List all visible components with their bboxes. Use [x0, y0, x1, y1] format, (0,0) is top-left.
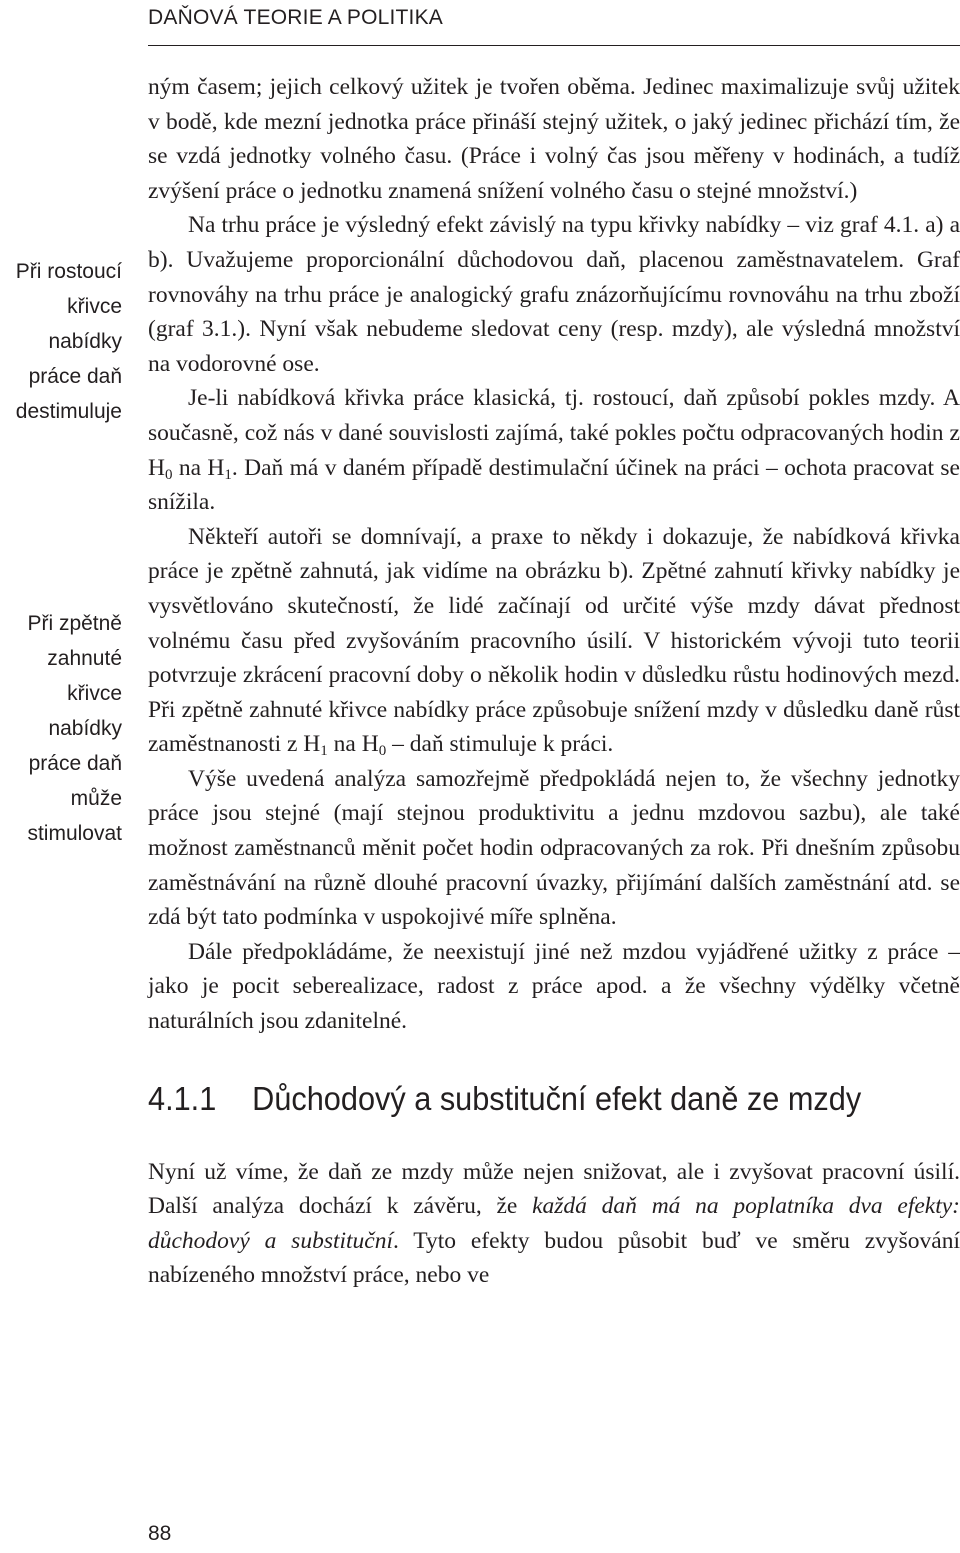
subscript-h0: 0	[378, 743, 387, 760]
paragraph-5: Výše uvedená analýza samozřejmě předpokládá nejen to, že všechny jednotky práce jsou stejné (mají stejnou produktivitu a jednu mzdovou sazbu), ale také možnost zaměstnanců měnit počet hodin odpracovaných za rok. Při dnešním způsobu zaměstnávání na různě dlouhé pracovní úvazky, přijímání dalších zaměstnání atd. se zdá být tato podmínka v uspokojivé míře splněna.	[148, 765, 960, 931]
section-heading	[148, 1077, 903, 1121]
margin-note-backward-curve: Při zpětně zahnuté křivce nabídky práce daň může stimulovat	[27, 612, 122, 845]
paragraph-3	[148, 381, 960, 519]
paragraph-7-part-a: Nyní už víme, že daň ze mzdy může nejen snižovat, ale i zvyšovat pracovní úsilí. Další analýza dochází k závěru, že	[148, 1158, 960, 1220]
paragraph-7-emphasis: každá daň má na poplatníka dva efekty: důchodový a substituční	[148, 1193, 960, 1254]
paragraph-4	[148, 520, 960, 762]
paragraph-7	[148, 1155, 960, 1293]
paragraph-3-part-a: Je-li nabídková křivka práce klasická, tj. rostoucí, daň způsobí pokles mzdy. A současně, což nás v dané souvislosti zajímá, také pokles počtu odpracovaných hodin z H	[148, 385, 960, 481]
paragraph-3-part-b: na H	[172, 454, 225, 481]
subscript-h1: 1	[320, 743, 328, 760]
subscript-h0: 0	[164, 466, 173, 483]
margin-note-rising-curve: Při rostoucí křivce nabídky práce daň destimuluje	[15, 260, 122, 423]
section-title: Důchodový a substituční efekt daně ze mzdy	[252, 1079, 862, 1117]
paragraph-7-part-b: . Tyto efekty budou působit buď ve směru zvyšování nabízeného množství práce, nebo ve	[148, 1227, 960, 1289]
main-text	[148, 70, 960, 1293]
page-number: 88	[148, 1522, 172, 1545]
paragraph-4-part-b: na H	[327, 731, 379, 758]
section-number: 4.1.1	[148, 1079, 217, 1117]
paragraph-2: Na trhu práce je výsledný efekt závislý na typu křivky nabídky – viz graf 4.1. a) a b). Uvažujeme proporcionální důchodovou daň, placenou zaměstnavatelem. Graf rovnováhy na trhu práce je analogický grafu znázorňujícímu rovnováhu na trhu zboží (graf 3.1.). Nyní však nebudeme sledovat ceny (resp. mzdy), ale výsledná množství na vodorovné ose.	[148, 212, 960, 377]
paragraph-6: Dále předpokládáme, že neexistují jiné než mzdou vyjádřené užitky z práce – jako je pocit seberealizace, radost z práce apod. a že všechny výdělky včetně naturálních jsou zdanitelné.	[148, 938, 960, 1035]
paragraph-4-part-a: Někteří autoři se domnívají, a praxe to někdy i dokazuje, že nabídková křivka práce je zpětně zahnutá, jak vidíme na obrázku b). Zpětné zahnutí křivky nabídky je vysvětlováno skutečností, že lidé začínají od určité výše mzdy dávat přednost volnému času před zvyšováním pracovního úsilí. V historickém vývoji tuto teorii potvrzuje zkrácení pracovní doby o několik hodin v důsledku růstu hodinových mezd. Při zpětně zahnuté křivce nabídky práce způsobuje snížení mzdy v důsledku daně růst zaměstnanosti z H	[148, 523, 960, 758]
paragraph-1: ným časem; jejich celkový užitek je tvořen oběma. Jedinec maximalizuje svůj užitek v bodě, kde mezní jednotka práce přináší stejný užitek, o jaký jedinec přichází tím, že se vzdá jednotky volného času. (Práce i volný čas jsou měřeny v hodinách, a tudíž zvýšení práce o jednotku znamená snížení volného času o stejné množství.)	[148, 74, 960, 204]
header-rule	[148, 45, 960, 46]
subscript-h1: 1	[224, 466, 232, 483]
paragraph-3-part-c: . Daň má v daném případě destimulační účinek na práci – ochota pracovat se snížila.	[148, 454, 960, 516]
paragraph-4-part-c: – daň stimuluje k práci.	[386, 731, 614, 758]
running-header: DAŇOVÁ TEORIE A POLITIKA	[148, 6, 444, 29]
